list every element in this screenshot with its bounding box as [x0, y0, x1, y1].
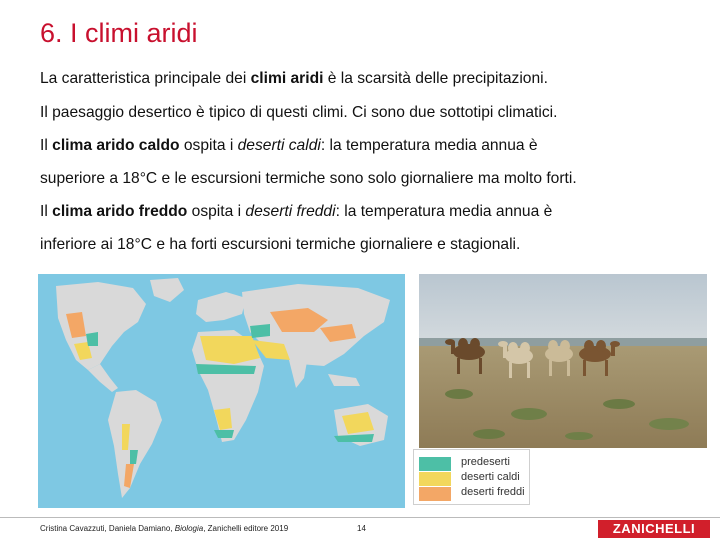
world-map-graphic [38, 274, 405, 508]
p1-text: La caratteristica principale dei [40, 70, 251, 87]
p3-text: Il [40, 137, 53, 154]
paragraph-6: inferiore ai 18°C e ha forti escursioni termiche giornaliere e stagionali. [40, 236, 521, 253]
p5-text: Il [40, 203, 53, 220]
credit-publisher: , Zanichelli editore 2019 [203, 524, 289, 533]
paragraph-5 [40, 195, 552, 228]
p5-text-end: : la temperatura media annua è [335, 203, 553, 220]
legend-swatch-deserti-caldi [419, 472, 451, 486]
world-map-arid-climates [38, 274, 405, 508]
p3-text-mid: ospita i [179, 137, 238, 154]
p1-text-end: è la scarsità delle precipitazioni. [323, 70, 548, 87]
paragraph-1 [40, 62, 548, 95]
p5-italic: deserti freddi [245, 203, 336, 220]
map-legend [413, 449, 530, 505]
credit-book: Biologia [174, 524, 204, 533]
legend-swatch-predeserti [419, 457, 451, 471]
footer-credit [40, 524, 288, 533]
p3-bold: clima arido caldo [52, 137, 180, 154]
page-number: 14 [357, 524, 366, 533]
footer-divider [0, 517, 720, 518]
p3-italic: deserti caldi [237, 137, 321, 154]
camels-desert-photo [419, 274, 707, 448]
p5-bold: clima arido freddo [52, 203, 188, 220]
legend-swatch-deserti-freddi [419, 487, 451, 501]
credit-authors: Cristina Cavazzuti, Daniela Damiano, [40, 524, 175, 533]
paragraph-3 [40, 129, 538, 162]
p5-text-mid: ospita i [187, 203, 246, 220]
p1-bold: climi aridi [250, 70, 324, 87]
slide-title: 6. I climi aridi [40, 18, 198, 48]
legend-label-deserti-freddi: deserti freddi [461, 486, 525, 498]
legend-label-predeserti: predeserti [461, 456, 510, 468]
zanichelli-logo: ZANICHELLI [598, 520, 710, 538]
paragraph-2: Il paesaggio desertico è tipico di questi climi. Ci sono due sottotipi climatici. [40, 104, 558, 121]
legend-label-deserti-caldi: deserti caldi [461, 471, 520, 483]
p3-text-end: : la temperatura media annua è [320, 137, 538, 154]
paragraph-4: superiore a 18°C e le escursioni termiche sono solo giornaliere ma molto forti. [40, 170, 577, 187]
camels-photo-graphic [419, 274, 707, 448]
